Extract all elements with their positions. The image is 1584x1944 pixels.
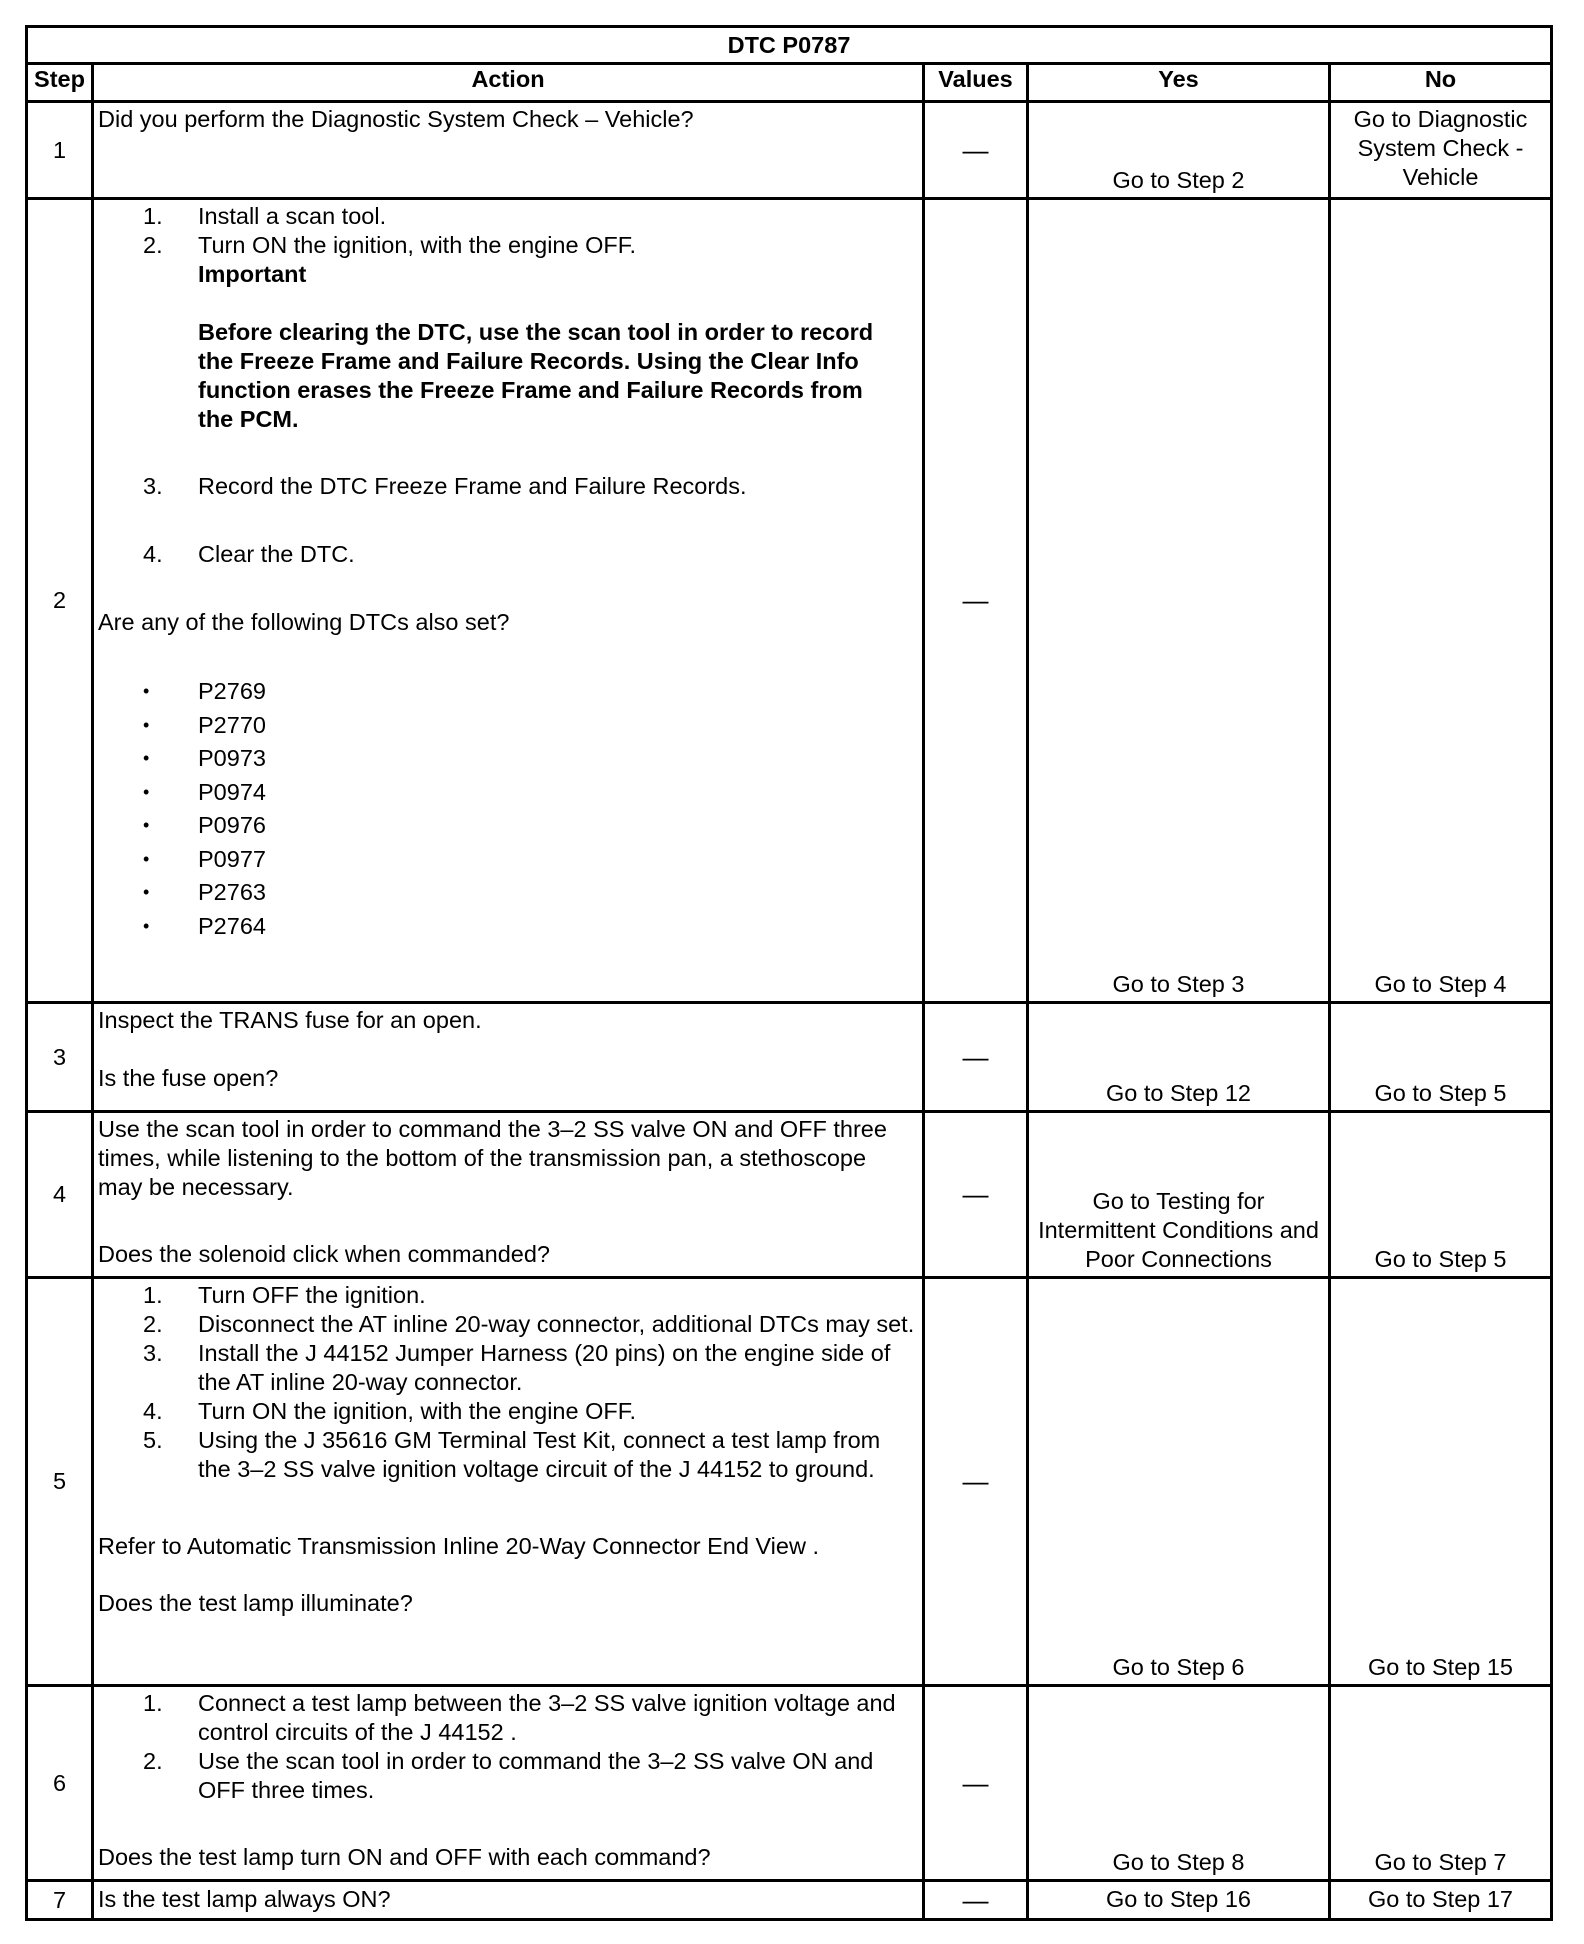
no-cell: Go to Step 15	[1330, 1278, 1552, 1686]
list-text: Turn ON the ignition, with the engine OFF.	[198, 232, 637, 258]
dtc-code: P0974	[198, 778, 266, 805]
refer-link-text: Refer to Automatic Transmission Inline 20-Way Connector End View .	[98, 1533, 819, 1559]
header-action: Action	[93, 64, 924, 102]
yes-cell: Go to Testing for Intermittent Conditions and Poor Connections	[1028, 1112, 1330, 1278]
important-label: Important	[198, 261, 307, 287]
action-text: Inspect the TRANS fuse for an open.	[98, 1007, 482, 1033]
list-item	[98, 876, 916, 910]
header-yes: Yes	[1028, 64, 1330, 102]
step-number: 1	[27, 102, 93, 199]
list-number: 4.	[143, 1398, 163, 1424]
action-cell	[93, 199, 924, 1003]
dtc-code: P0973	[198, 745, 266, 772]
action-cell	[93, 102, 924, 199]
dtc-code: P0976	[198, 812, 266, 839]
list-text: Use the scan tool in order to command the 3–2 SS valve ON and OFF three times.	[198, 1748, 874, 1803]
table-row	[27, 199, 1552, 1003]
list-number: 1.	[143, 203, 163, 229]
yes-cell: Go to Step 8	[1028, 1686, 1330, 1881]
bullet: •	[143, 714, 150, 735]
list-item	[98, 1281, 916, 1310]
action-cell	[93, 1686, 924, 1881]
list-item	[98, 1689, 916, 1747]
list-text: Record the DTC Freeze Frame and Failure Records.	[198, 473, 747, 499]
values-cell: —	[924, 199, 1028, 1003]
list-number: 2.	[143, 232, 163, 258]
step-number: 4	[27, 1112, 93, 1278]
bullet: •	[143, 848, 150, 869]
list-item	[98, 776, 916, 810]
values-cell: —	[924, 1686, 1028, 1881]
values-cell: —	[924, 1278, 1028, 1686]
list-item	[98, 709, 916, 743]
action-question: Does the test lamp illuminate?	[98, 1590, 413, 1616]
bullet: •	[143, 748, 150, 769]
no-cell: Go to Step 4	[1330, 199, 1552, 1003]
list-text: Connect a test lamp between the 3–2 SS valve ignition voltage and control circuits of the J 44152 .	[198, 1690, 896, 1745]
bullet: •	[143, 915, 150, 936]
no-cell: Go to Step 17	[1330, 1881, 1552, 1920]
list-number: 2.	[143, 1748, 163, 1774]
list-text: Install a scan tool.	[198, 203, 387, 229]
no-cell: Go to Step 7	[1330, 1686, 1552, 1881]
values-cell: —	[924, 1003, 1028, 1112]
list-number: 5.	[143, 1427, 163, 1453]
list-item	[98, 742, 916, 776]
dtc-code: P0977	[198, 845, 266, 872]
dtc-code: P2763	[198, 879, 266, 906]
action-text: Use the scan tool in order to command the 3–2 SS valve ON and OFF three times, while listening to the bottom of the transmission pan, a stethoscope may be necessary.	[98, 1116, 887, 1200]
list-item	[98, 1747, 916, 1805]
yes-cell: Go to Step 16	[1028, 1881, 1330, 1920]
step-number: 6	[27, 1686, 93, 1881]
list-item	[98, 910, 916, 944]
table-row	[27, 1278, 1552, 1686]
dtc-code: P2769	[198, 678, 266, 705]
step-number: 5	[27, 1278, 93, 1686]
action-question: Is the test lamp always ON?	[98, 1885, 391, 1912]
list-item	[98, 809, 916, 843]
list-number: 4.	[143, 541, 163, 567]
action-question: Is the fuse open?	[98, 1065, 279, 1091]
action-cell	[93, 1112, 924, 1278]
list-item	[98, 472, 916, 501]
action-question: Does the test lamp turn ON and OFF with each command?	[98, 1844, 711, 1870]
list-text: Turn ON the ignition, with the engine OFF.	[198, 1398, 637, 1424]
bullet: •	[143, 781, 150, 802]
list-item	[98, 1339, 916, 1397]
important-note: Before clearing the DTC, use the scan tool in order to record the Freeze Frame and Failure Records. Using the Clear Info function erases the Freeze Frame and Failure Records from the PCM.	[198, 319, 874, 432]
yes-cell: Go to Step 6	[1028, 1278, 1330, 1686]
values-cell: —	[924, 102, 1028, 199]
list-item	[98, 1397, 916, 1426]
dtc-code: P2770	[198, 711, 266, 738]
step-number: 3	[27, 1003, 93, 1112]
step-number: 2	[27, 199, 93, 1003]
bullet: •	[143, 681, 150, 702]
dtc-code-list	[98, 675, 916, 943]
list-item	[98, 843, 916, 877]
list-text: Turn OFF the ignition.	[198, 1282, 426, 1308]
yes-cell: Go to Step 2	[1028, 102, 1330, 199]
header-row	[27, 64, 1552, 102]
action-question: Did you perform the Diagnostic System Check – Vehicle?	[98, 106, 694, 132]
list-item	[98, 1310, 916, 1339]
bullet: •	[143, 882, 150, 903]
list-item	[98, 231, 916, 260]
action-question: Are any of the following DTCs also set?	[98, 609, 510, 635]
action-cell	[93, 1881, 924, 1920]
list-text: Disconnect the AT inline 20-way connector, additional DTCs may set.	[198, 1311, 915, 1337]
values-cell: —	[924, 1881, 1028, 1920]
dtc-table	[25, 25, 1553, 1921]
header-values: Values	[924, 64, 1028, 102]
table-title: DTC P0787	[27, 27, 1552, 64]
list-number: 1.	[143, 1690, 163, 1716]
list-item	[98, 540, 916, 569]
table-row	[27, 1003, 1552, 1112]
list-text: Clear the DTC.	[198, 541, 355, 567]
values-cell: —	[924, 1112, 1028, 1278]
list-item	[98, 1426, 916, 1484]
list-item	[98, 202, 916, 231]
step-number: 7	[27, 1881, 93, 1920]
action-cell	[93, 1003, 924, 1112]
table-row	[27, 1686, 1552, 1881]
yes-cell: Go to Step 3	[1028, 199, 1330, 1003]
no-cell: Go to Step 5	[1330, 1112, 1552, 1278]
list-text: Install the J 44152 Jumper Harness (20 pins) on the engine side of the AT inline 20-way connector.	[198, 1340, 891, 1395]
list-number: 2.	[143, 1311, 163, 1337]
list-item	[98, 675, 916, 709]
yes-cell: Go to Step 12	[1028, 1003, 1330, 1112]
header-no: No	[1330, 64, 1552, 102]
header-step: Step	[27, 64, 93, 102]
list-number: 3.	[143, 1340, 163, 1366]
table-row	[27, 1112, 1552, 1278]
no-cell: Go to Diagnostic System Check - Vehicle	[1330, 102, 1552, 199]
action-question: Does the solenoid click when commanded?	[98, 1241, 550, 1267]
list-number: 3.	[143, 473, 163, 499]
bullet: •	[143, 815, 150, 836]
list-text: Using the J 35616 GM Terminal Test Kit, connect a test lamp from the 3–2 SS valve ignition voltage circuit of the J 44152 to ground.	[198, 1427, 881, 1482]
table-row	[27, 102, 1552, 199]
list-number: 1.	[143, 1282, 163, 1308]
table-row	[27, 1881, 1552, 1920]
action-cell	[93, 1278, 924, 1686]
dtc-code: P2764	[198, 912, 266, 939]
no-cell: Go to Step 5	[1330, 1003, 1552, 1112]
